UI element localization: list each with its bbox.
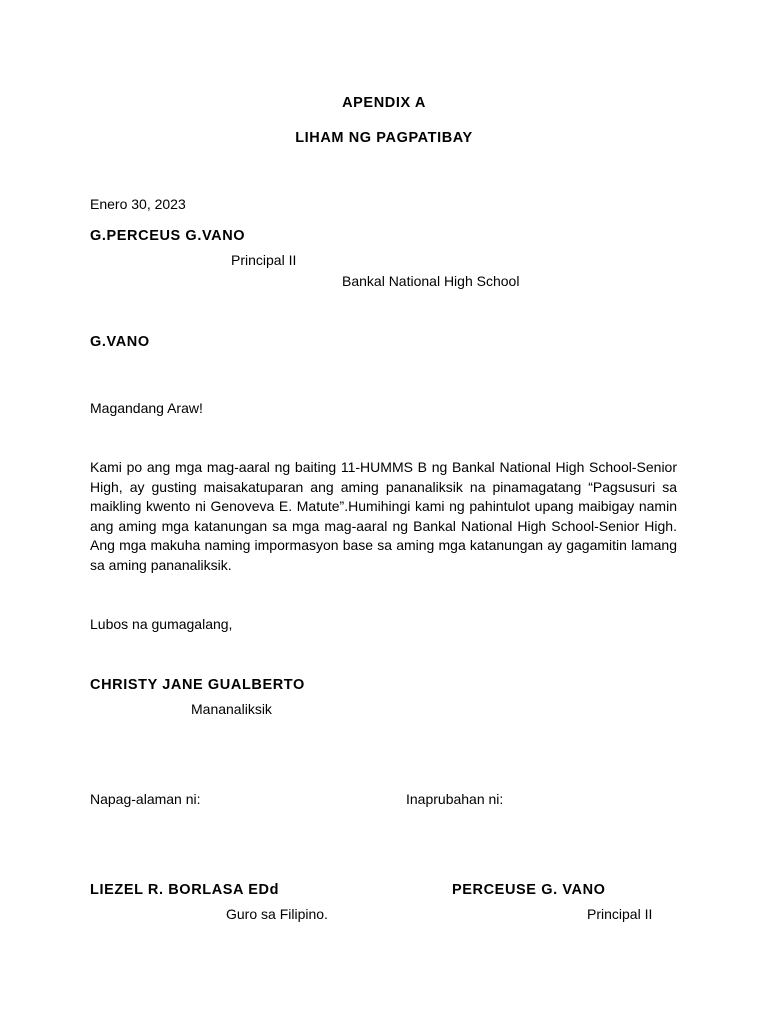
researcher-role: Mananaliksik xyxy=(191,701,272,717)
closing: Lubos na gumagalang, xyxy=(90,616,233,632)
researcher-name: CHRISTY JANE GUALBERTO xyxy=(90,677,305,693)
appendix-heading: APENDIX A xyxy=(342,95,426,111)
recipient-position: Principal II xyxy=(231,252,297,268)
letter-date: Enero 30, 2023 xyxy=(90,196,186,212)
greeting: Magandang Araw! xyxy=(90,400,203,416)
salutation-name: G.VANO xyxy=(90,334,150,350)
approved-by-name: PERCEUSE G. VANO xyxy=(452,882,606,898)
approved-by-role: Principal II xyxy=(587,906,653,922)
noted-by-name: LIEZEL R. BORLASA EDd xyxy=(90,882,280,898)
noted-by-role: Guro sa Filipino. xyxy=(226,906,328,922)
letter-title: LIHAM NG PAGPATIBAY xyxy=(295,130,473,146)
recipient-name: G.PERCEUS G.VANO xyxy=(90,228,246,244)
recipient-school: Bankal National High School xyxy=(342,273,520,289)
letter-body: Kami po ang mga mag-aaral ng baiting 11-HUMMS B ng Bankal National High School-Senior High, ay gusting maisakatuparan ang aming pananaliksik na pinamagatang “Pagsusuri sa maikling kwento ni Genoveva E. Matute”.Humihingi kami ng pahintulot upang maibigay namin ang aming mga katanungan sa mga mag-aaral ng Bankal National High School-Senior High. Ang mga makuha naming impormasyon base sa aming mga katanungan ay gagamitin lamang sa aming pananaliksik. xyxy=(90,459,677,573)
approved-label: Inaprubahan ni: xyxy=(406,791,504,807)
noted-label: Napag-alaman ni: xyxy=(90,791,201,807)
